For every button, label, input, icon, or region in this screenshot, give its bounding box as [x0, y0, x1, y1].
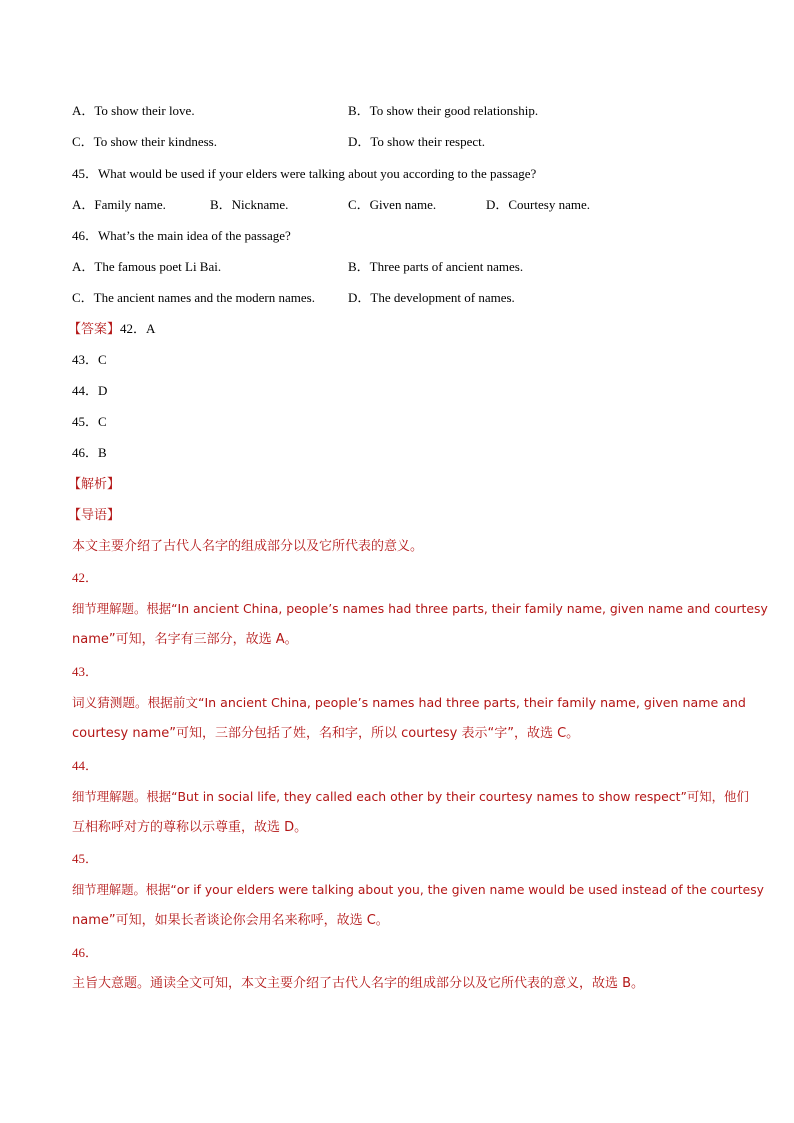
q46-option-a: A．The famous poet Li Bai. — [72, 259, 222, 274]
q46-option-b: B．Three parts of ancient names. — [348, 259, 524, 274]
q45-option-b: B．Nickname. — [210, 197, 289, 212]
analysis-44-line2: 互相称呼对方的尊称以示尊重，故选 D。 — [72, 820, 308, 835]
analysis-43-number: 43． — [72, 664, 99, 679]
analysis-43-line2: courtesy name”可知，三部分包括了姓，名和字，所以 courtesy 表示“字”，故选 C。 — [72, 726, 580, 741]
answer-line — [68, 321, 155, 338]
q46-question: 46．What’s the main idea of the passage? — [72, 228, 291, 243]
analysis-45-number: 45． — [72, 851, 99, 866]
q44-option-b: B．To show their good relationship. — [348, 103, 539, 118]
q46-option-c: C．The ancient names and the modern names. — [72, 290, 315, 305]
q45-option-c: C．Given name. — [348, 197, 437, 212]
guide-label: 【导语】 — [68, 508, 121, 523]
analysis-45-line1: 细节理解题。根据“or if your elders were talking about you, the given name would be used instead of the courtesy — [72, 883, 764, 897]
answer-label: 【答案】 — [68, 322, 121, 337]
q45-question: 45．What would be used if your elders were talking about you according to the passage? — [72, 166, 537, 181]
q44-option-d: D．To show their respect. — [348, 134, 486, 149]
analysis-44-number: 44． — [72, 758, 99, 773]
analysis-43-line1: 词义猜测题。根据前文“In ancient China, people’s names had three parts, their family name, given name and — [72, 695, 746, 710]
answer-43: 43．C — [72, 352, 107, 367]
analysis-42-line1: 细节理解题。根据“In ancient China, people’s names had three parts, their family name, given name and courtesy — [72, 601, 768, 616]
analysis-42-number: 42． — [72, 570, 99, 585]
answer-46: 46．B — [72, 445, 107, 460]
q44-option-c: C．To show their kindness. — [72, 134, 217, 149]
analysis-42-line2: name”可知，名字有三部分，故选 A。 — [72, 632, 298, 647]
analysis-45-line2: name”可知，如果长者谈论你会用名来称呼，故选 C。 — [72, 913, 389, 928]
analysis-46-line1: 主旨大意题。通读全文可知，本文主要介绍了古代人名字的组成部分以及它所代表的意义，故选 B。 — [72, 976, 645, 991]
guide-text: 本文主要介绍了古代人名字的组成部分以及它所代表的意义。 — [72, 539, 424, 554]
answer-45: 45．C — [72, 414, 107, 429]
q44-option-a: A．To show their love. — [72, 103, 195, 118]
q45-option-a: A．Family name. — [72, 197, 166, 212]
analysis-44-line1: 细节理解题。根据“But in social life, they called each other by their courtesy names to show respect”可知，他们 — [72, 789, 749, 804]
answer-44: 44．D — [72, 383, 108, 398]
q45-option-d: D．Courtesy name. — [486, 197, 590, 212]
q46-option-d: D．The development of names. — [348, 290, 515, 305]
analysis-label: 【解析】 — [68, 477, 121, 492]
answer-42: 42．A — [120, 321, 156, 336]
analysis-46-number: 46． — [72, 945, 99, 960]
